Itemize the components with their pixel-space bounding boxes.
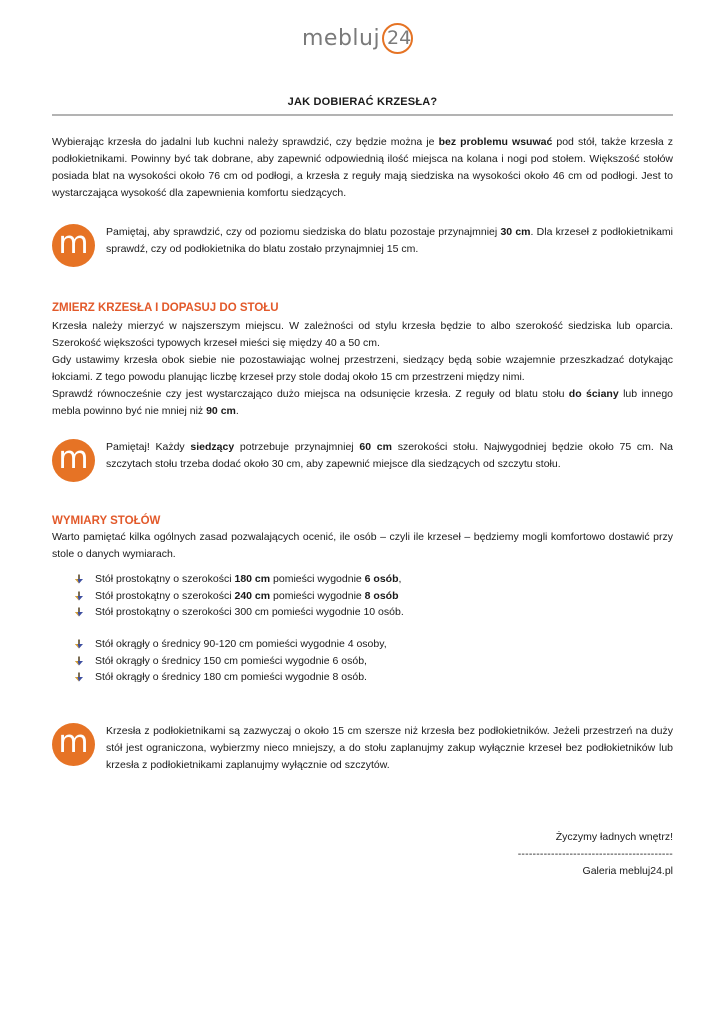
signature-divider: ------------------------------------------ <box>517 848 673 860</box>
signature: Galeria mebluj24.pl <box>582 865 673 877</box>
tip-2-text: Pamiętaj! Każdy siedzący potrzebuje przynajmniej 60 cm szerokości stołu. Najwygodniej będzie około 75 cm. Na szczytach stołu trzeba dodać około 30 cm, aby zapewnić miejsce dla siedzących od szczytu stołu. <box>106 441 674 470</box>
arrow-bullet-icon <box>74 607 84 617</box>
list-item: Stół prostokątny o szerokości 180 cm pomieści wygodnie 6 osób, <box>74 571 404 588</box>
tip-box-1 <box>52 224 673 268</box>
table-sizes-intro: Warto pamiętać kilka ogólnych zasad pozwalających ocenić, ile osób – czyli ile krzeseł – będziemy mogli komfortowo dostawić przy stole o danych wymiarach. <box>52 531 673 560</box>
list-item: Stół okrągły o średnicy 150 cm pomieści wygodnie 6 osób, <box>74 653 387 670</box>
tip-3-text: Krzesła z podłokietnikami są zazwyczaj o około 15 cm szersze niż krzesła bez podłokietników. Jeżeli przestrzeń na duży stół jest ograniczona, wybierzmy nieco mniejszy, a do stołu zaplanujmy zakup wyłącznie krzeseł bez podłokietników lub krzesła z podłokietnikami zaplanujmy wyłącznie od szczytów. <box>106 725 673 771</box>
mebluj-m-icon: m <box>52 224 95 267</box>
arrow-bullet-icon <box>74 591 84 601</box>
list-item: Stół prostokątny o szerokości 300 cm pomieści wygodnie 10 osób. <box>74 604 404 621</box>
tip-box-3 <box>52 723 673 771</box>
logo-ring-icon <box>382 23 413 54</box>
section-heading-table-sizes: WYMIARY STOŁÓW <box>52 515 161 527</box>
list-item: Stół okrągły o średnicy 180 cm pomieści wygodnie 8 osób. <box>74 669 387 686</box>
measure-paragraph-2: Gdy ustawimy krzesła obok siebie nie pozostawiając wolnej przestrzeni, siedzący będą sobie wzajemnie przeszkadzać dotykając łokciami. Z tego powodu planując liczbę krzeseł przy stole dodaj około 15 cm przestrzeni między nimi. <box>52 354 673 383</box>
arrow-bullet-icon <box>74 656 84 666</box>
logo-number: 24 <box>387 27 412 49</box>
measure-paragraph-3: Sprawdź równocześnie czy jest wystarczająco dużo miejsca na odsunięcie krzesła. Z reguły od blatu stołu do ściany lub innego mebla powinno być nie mniej niż 90 cm. <box>52 388 673 417</box>
list-item: Stół okrągły o średnicy 90-120 cm pomieści wygodnie 4 osoby, <box>74 636 387 653</box>
measure-section-body <box>52 318 673 420</box>
page-title: JAK DOBIERAĆ KRZESŁA? <box>287 96 438 108</box>
mebluj-m-icon: m <box>52 723 95 766</box>
intro-text-rest: pod stół, także krzesła z podłokietnikami. Powinny być tak dobrane, aby zapewnić odpowiednią ilość miejsca na kolana i nogi pod stołem. Większość stołów posiada blat na wysokości około 76 cm od podłogi, a krzesła z reguły mają siedziska na wysokości około 46 cm od podłogi. Jest to wystarczająca wysokość dla zapewnienia komfortu siedzących. <box>52 136 673 199</box>
closing-block <box>518 829 673 880</box>
mebluj-m-icon: m <box>52 439 95 482</box>
title-divider <box>52 114 673 116</box>
intro-emphasis: bez problemu wsuwać <box>438 136 553 148</box>
mebluj24-logo <box>302 20 413 56</box>
arrow-bullet-icon <box>74 574 84 584</box>
arrow-bullet-icon <box>74 639 84 649</box>
intro-text: Wybierając krzesła do jadalni lub kuchni należy sprawdzić, czy będzie można je <box>52 136 439 148</box>
round-table-list <box>74 636 387 686</box>
list-item: Stół prostokątny o szerokości 240 cm pomieści wygodnie 8 osób <box>74 588 404 605</box>
intro-paragraph <box>52 134 673 202</box>
section-heading-measure: ZMIERZ KRZESŁA I DOPASUJ DO STOŁU <box>52 302 279 314</box>
closing-wish: Życzymy ładnych wnętrz! <box>555 831 673 843</box>
arrow-bullet-icon <box>74 672 84 682</box>
measure-paragraph-1: Krzesła należy mierzyć w najszerszym miejscu. W zależności od stylu krzesła będzie to albo szerokość siedziska lub oparcia. Szerokość większości typowych krzeseł mieści się między 40 a 50 cm. <box>52 320 673 349</box>
rectangular-table-list <box>74 571 404 621</box>
tip-box-2 <box>52 439 673 483</box>
tip-1-text: Pamiętaj, aby sprawdzić, czy od poziomu siedziska do blatu pozostaje przynajmniej 30 cm. Dla krzeseł z podłokietnikami sprawdź, czy od podłokietnika do blatu zostało przynajmniej 15 cm. <box>106 226 673 255</box>
logo-wordmark: mebluj <box>302 25 381 51</box>
